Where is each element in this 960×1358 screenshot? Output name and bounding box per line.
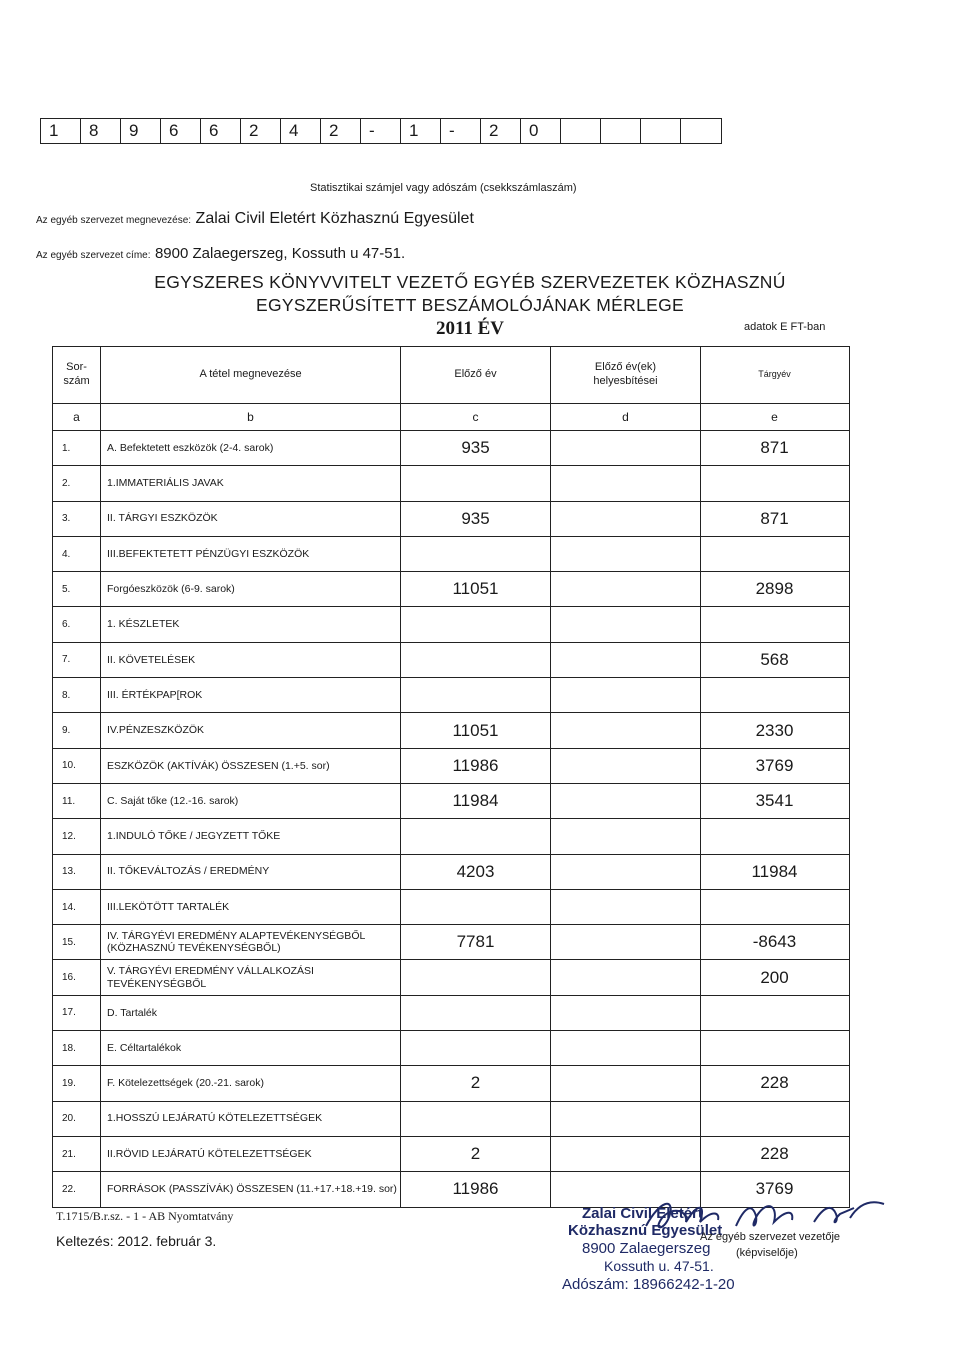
- item-name: 1.HOSSZÚ LEJÁRATÚ KÖTELEZETTSÉGEK: [101, 1102, 401, 1136]
- stat-id-cell: 4: [281, 119, 321, 143]
- item-name: II. TŐKEVÁLTOZÁS / EREDMÉNY: [101, 855, 401, 889]
- correction-value: [551, 855, 701, 889]
- item-name: D. Tartalék: [101, 996, 401, 1030]
- item-name: IV. TÁRGYÉVI EREDMÉNY ALAPTEVÉKENYSÉGBŐL (KÖZHASZNÚ TEVÉKENYSÉGBŐL): [101, 925, 401, 959]
- current-year-value: [701, 890, 848, 924]
- table-row: [53, 1031, 849, 1066]
- stat-id-cell: 1: [401, 119, 441, 143]
- stat-id-cell: [681, 119, 721, 143]
- table-row: [53, 466, 849, 501]
- title-line-1: EGYSZERES KÖNYVVITELT VEZETŐ EGYÉB SZERVEZETEK KÖZHASZNÚ: [154, 272, 786, 292]
- stat-id-cell: 2: [321, 119, 361, 143]
- current-year-value: 3769: [755, 1179, 794, 1199]
- org-name: Zalai Civil Eletért Közhasznú Egyesület: [195, 210, 474, 227]
- item-name: Forgóeszközök (6-9. sarok): [101, 572, 401, 606]
- stat-id-cell: [641, 119, 681, 143]
- current-year-value: 200: [760, 967, 789, 987]
- previous-year-value: 11986: [401, 749, 551, 783]
- previous-year-value: [401, 466, 551, 500]
- row-number: 17.: [53, 996, 101, 1030]
- current-year-value: 11984: [751, 861, 798, 881]
- item-name: A. Befektetett eszközök (2-4. sarok): [101, 431, 401, 465]
- table-row: [53, 431, 849, 466]
- stat-id-boxes: [40, 118, 722, 144]
- table-row: [53, 855, 849, 890]
- org-name-line: [36, 210, 474, 228]
- col-letter-b: b: [101, 404, 401, 430]
- item-name: III.LEKÖTÖTT TARTALÉK: [101, 890, 401, 924]
- correction-value: [551, 925, 701, 959]
- row-number: 14.: [53, 890, 101, 924]
- previous-year-value: 11984: [401, 784, 551, 818]
- stat-id-cell: 6: [161, 119, 201, 143]
- table-body: [53, 431, 849, 1207]
- correction-value: [551, 643, 701, 677]
- table-row: [53, 960, 849, 995]
- stamp-line-2: Közhasznú Egyesület: [568, 1222, 723, 1239]
- table-row: [53, 890, 849, 925]
- row-number: 20.: [53, 1102, 101, 1136]
- item-name: 1.INDULÓ TŐKE / JEGYZETT TŐKE: [101, 819, 401, 853]
- row-number: 12.: [53, 819, 101, 853]
- row-number: 13.: [53, 855, 101, 889]
- row-number: 9.: [53, 713, 101, 747]
- current-year-value: [701, 819, 848, 853]
- item-name: IV.PÉNZESZKÖZÖK: [101, 713, 401, 747]
- correction-value: [551, 713, 701, 747]
- current-year-value: 871: [760, 508, 789, 528]
- row-number: 4.: [53, 537, 101, 571]
- table-row: [53, 678, 849, 713]
- row-number: 2.: [53, 466, 101, 500]
- table-row: [53, 537, 849, 572]
- row-number: 16.: [53, 960, 101, 994]
- previous-year-value: [401, 1031, 551, 1065]
- form-code: T.1715/B.r.sz. - 1 - AB Nyomtatvány: [56, 1209, 234, 1223]
- correction-value: [551, 819, 701, 853]
- item-name: 1.IMMATERIÁLIS JAVAK: [101, 466, 401, 500]
- item-name: II. TÁRGYI ESZKÖZÖK: [101, 502, 401, 536]
- stat-id-cell: 1: [41, 119, 81, 143]
- current-year-value: 568: [760, 649, 789, 669]
- correction-value: [551, 466, 701, 500]
- row-number: 6.: [53, 607, 101, 641]
- stat-id-cell: [601, 119, 641, 143]
- table-row: [53, 784, 849, 819]
- current-year-value: [701, 607, 848, 641]
- table-row: [53, 713, 849, 748]
- current-year-value: 3769: [755, 755, 794, 775]
- correction-value: [551, 537, 701, 571]
- previous-year-value: 11986: [401, 1172, 551, 1206]
- item-name: V. TÁRGYÉVI EREDMÉNY VÁLLALKOZÁSI TEVÉKENYSÉGBŐL: [101, 960, 401, 994]
- stat-id-cell: 2: [241, 119, 281, 143]
- row-number: 7.: [53, 643, 101, 677]
- table-row: [53, 1102, 849, 1137]
- previous-year-value: [401, 890, 551, 924]
- table-row: [53, 925, 849, 960]
- item-name: ESZKÖZÖK (AKTÍVÁK) ÖSSZESEN (1.+5. sor): [101, 749, 401, 783]
- col-header-current-year: Tárgyév: [758, 369, 791, 380]
- table-row: [53, 1137, 849, 1172]
- previous-year-value: [401, 819, 551, 853]
- col-letter-e: e: [771, 409, 778, 424]
- table-row: [53, 643, 849, 678]
- current-year-value: 871: [760, 438, 789, 458]
- stat-id-cell: 8: [81, 119, 121, 143]
- previous-year-value: 4203: [401, 855, 551, 889]
- stamp-line-4: Kossuth u. 47-51.: [604, 1258, 714, 1274]
- signer-sub: (képviselője): [736, 1247, 798, 1259]
- stat-id-cell: 0: [521, 119, 561, 143]
- table-row: [53, 1066, 849, 1101]
- table-letter-row: [53, 404, 849, 431]
- current-year-value: [701, 678, 848, 712]
- item-name: E. Céltartalékok: [101, 1031, 401, 1065]
- item-name: II.RÖVID LEJÁRATÚ KÖTELEZETTSÉGEK: [101, 1137, 401, 1171]
- correction-value: [551, 572, 701, 606]
- row-number: 22.: [53, 1172, 101, 1206]
- row-number: 18.: [53, 1031, 101, 1065]
- col-letter-c: c: [401, 404, 551, 430]
- current-year-value: [701, 1031, 848, 1065]
- item-name: III.BEFEKTETETT PÉNZÜGYI ESZKÖZÖK: [101, 537, 401, 571]
- table-row: [53, 749, 849, 784]
- previous-year-value: 11051: [401, 713, 551, 747]
- stat-id-cell: 2: [481, 119, 521, 143]
- table-row: [53, 819, 849, 854]
- col-header-row-number: Sor- szám: [53, 347, 101, 403]
- previous-year-value: 11051: [401, 572, 551, 606]
- current-year-value: 228: [760, 1073, 789, 1093]
- previous-year-value: 7781: [401, 925, 551, 959]
- item-name: II. KÖVETELÉSEK: [101, 643, 401, 677]
- issue-date: Keltezés: 2012. február 3.: [56, 1233, 217, 1249]
- correction-value: [551, 1031, 701, 1065]
- previous-year-value: [401, 537, 551, 571]
- row-number: 5.: [53, 572, 101, 606]
- col-letter-d: d: [551, 404, 701, 430]
- org-address: 8900 Zalaegerszeg, Kossuth u 47-51.: [154, 245, 406, 262]
- previous-year-value: 935: [401, 431, 551, 465]
- col-header-item-name: A tétel megnevezése: [101, 347, 401, 403]
- signer-label: Az egyéb szervezet vezetője: [700, 1231, 841, 1243]
- row-number: 21.: [53, 1137, 101, 1171]
- table-row: [53, 607, 849, 642]
- current-year-value: [701, 537, 848, 571]
- current-year-value: 228: [760, 1144, 789, 1164]
- table-row: [53, 572, 849, 607]
- item-name: FORRÁSOK (PASSZÍVÁK) ÖSSZESEN (11.+17.+18.+19. sor): [101, 1172, 401, 1206]
- table-row: [53, 996, 849, 1031]
- previous-year-value: 2: [401, 1137, 551, 1171]
- report-year: 2011 ÉV: [435, 318, 505, 339]
- current-year-value: [701, 1102, 848, 1136]
- row-number: 1.: [53, 431, 101, 465]
- balance-sheet-table: [52, 346, 850, 1208]
- correction-value: [551, 1102, 701, 1136]
- current-year-value: [701, 996, 848, 1030]
- stat-id-cell: 9: [121, 119, 161, 143]
- previous-year-value: 2: [401, 1066, 551, 1100]
- org-address-line: [36, 245, 405, 263]
- previous-year-value: [401, 607, 551, 641]
- title-line-2: EGYSZERŰSÍTETT BESZÁMOLÓJÁNAK MÉRLEGE: [256, 295, 684, 315]
- col-header-previous-year: Előző év: [401, 347, 551, 403]
- previous-year-value: [401, 1102, 551, 1136]
- stamp-line-5: Adószám: 18966242-1-20: [562, 1276, 735, 1293]
- col-header-corrections: Előző év(ek) helyesbítései: [551, 347, 701, 403]
- correction-value: [551, 1137, 701, 1171]
- row-number: 19.: [53, 1066, 101, 1100]
- row-number: 11.: [53, 784, 101, 818]
- correction-value: [551, 1066, 701, 1100]
- row-number: 15.: [53, 925, 101, 959]
- row-number: 10.: [53, 749, 101, 783]
- correction-value: [551, 749, 701, 783]
- correction-value: [551, 890, 701, 924]
- unit-note: adatok E FT-ban: [744, 321, 826, 333]
- org-name-label: Az egyéb szervezet megnevezése:: [36, 215, 192, 226]
- current-year-value: 2330: [755, 720, 794, 740]
- item-name: III. ÉRTÉKPAP[ROK: [101, 678, 401, 712]
- stat-id-caption: Statisztikai számjel vagy adószám (csekkszámlaszám): [310, 182, 577, 194]
- org-address-label: Az egyéb szervezet címe:: [36, 250, 151, 261]
- stat-id-cell: [561, 119, 601, 143]
- stat-id-cell: -: [361, 119, 401, 143]
- correction-value: [551, 502, 701, 536]
- previous-year-value: [401, 643, 551, 677]
- current-year-value: [701, 466, 848, 500]
- previous-year-value: [401, 996, 551, 1030]
- correction-value: [551, 960, 701, 994]
- correction-value: [551, 431, 701, 465]
- table-header-row: [53, 347, 849, 404]
- stat-id-cell: -: [441, 119, 481, 143]
- row-number: 3.: [53, 502, 101, 536]
- previous-year-value: [401, 960, 551, 994]
- item-name: F. Kötelezettségek (20.-21. sarok): [101, 1066, 401, 1100]
- handwritten-signature: [640, 1192, 900, 1242]
- current-year-value: 3541: [755, 791, 794, 811]
- current-year-value: -8643: [752, 932, 797, 952]
- current-year-value: 2898: [755, 579, 794, 599]
- stamp-line-3: 8900 Zalaegerszeg: [582, 1240, 711, 1257]
- correction-value: [551, 678, 701, 712]
- item-name: 1. KÉSZLETEK: [101, 607, 401, 641]
- stat-id-cell: 6: [201, 119, 241, 143]
- previous-year-value: 935: [401, 502, 551, 536]
- correction-value: [551, 784, 701, 818]
- correction-value: [551, 996, 701, 1030]
- col-letter-a: a: [53, 404, 101, 430]
- stamp-line-1: Zalai Civil Életért: [582, 1205, 703, 1222]
- table-row: [53, 502, 849, 537]
- correction-value: [551, 607, 701, 641]
- row-number: 8.: [53, 678, 101, 712]
- previous-year-value: [401, 678, 551, 712]
- item-name: C. Saját tőke (12.-16. sarok): [101, 784, 401, 818]
